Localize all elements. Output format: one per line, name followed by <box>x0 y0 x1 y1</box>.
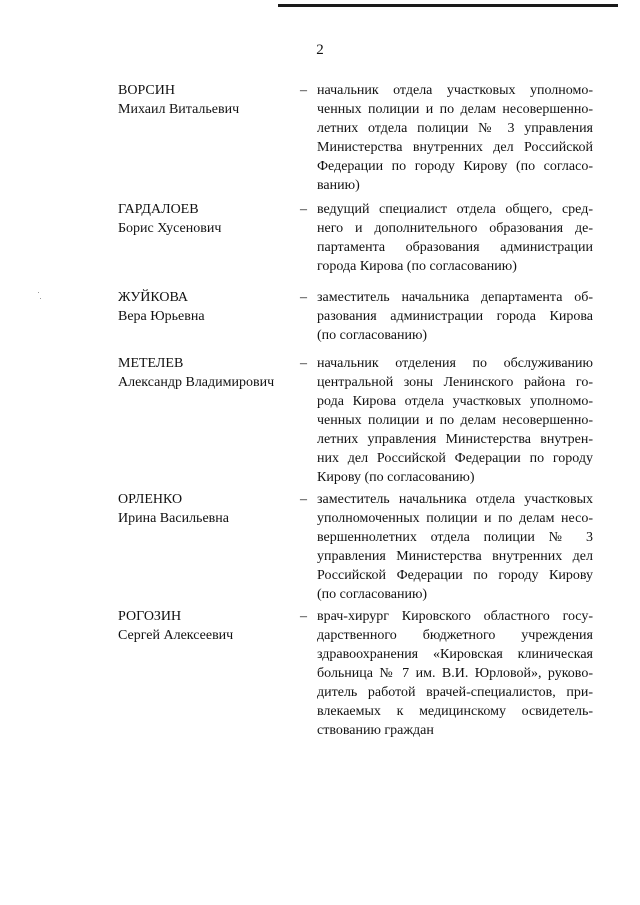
position-line: них дел Российской Федерации по городу <box>317 451 593 466</box>
member-given-names: Ирина Васильевна <box>118 511 229 526</box>
member-position <box>317 354 593 487</box>
member-surname: ЖУЙКОВА <box>118 290 189 305</box>
member-name <box>118 288 298 326</box>
position-line: него и дополнительного образования де- <box>317 221 593 236</box>
member-name <box>118 490 298 528</box>
position-line: влекаемых к медицинскому освидетель- <box>317 704 593 719</box>
scan-speck <box>40 298 41 299</box>
position-line: больница № 7 им. В.И. Юрловой», руково- <box>317 666 593 681</box>
position-line: ченных полиции и по делам несовершенно- <box>317 413 593 428</box>
member-name <box>118 81 298 119</box>
position-line: заместитель начальника департамента об- <box>317 290 593 305</box>
member-position <box>317 81 593 195</box>
dash-separator: – <box>300 609 307 624</box>
scan-speck <box>38 292 39 293</box>
member-surname: РОГОЗИН <box>118 609 182 624</box>
member-position <box>317 288 593 345</box>
position-line: Российской Федерации по городу Кирову <box>317 568 593 583</box>
member-given-names: Вера Юрьевна <box>118 309 205 324</box>
member-position <box>317 200 593 276</box>
position-line: начальник отдела участковых уполномо- <box>317 83 593 98</box>
position-line: вершеннолетних отдела полиции № 3 <box>317 530 593 545</box>
member-given-names: Михаил Витальевич <box>118 102 240 117</box>
top-border-line <box>278 4 618 7</box>
member-name <box>118 607 298 645</box>
member-position <box>317 490 593 604</box>
position-line: (по согласованию) <box>317 587 428 602</box>
member-surname: ГАРДАЛОЕВ <box>118 202 199 217</box>
position-line: Федерации по городу Кирову (по согласо- <box>317 159 593 174</box>
dash-separator: – <box>300 492 307 507</box>
position-line: рода Кирова отдела участковых уполномо- <box>317 394 593 409</box>
dash-separator: – <box>300 290 307 305</box>
position-line: Кирову (по согласованию) <box>317 470 475 485</box>
member-given-names: Сергей Алексеевич <box>118 628 234 643</box>
position-line: (по согласованию) <box>317 328 428 343</box>
position-line: летних управления Министерства внутрен- <box>317 432 593 447</box>
page-number: 2 <box>316 42 324 58</box>
position-line: ванию) <box>317 178 360 193</box>
dash-separator: – <box>300 356 307 371</box>
dash-separator: – <box>300 202 307 217</box>
member-surname: МЕТЕЛЕВ <box>118 356 184 371</box>
member-name <box>118 354 298 392</box>
member-given-names: Борис Хусенович <box>118 221 222 236</box>
member-given-names: Александр Владимирович <box>118 375 275 390</box>
position-line: заместитель начальника отдела участковых <box>317 492 593 507</box>
position-line: уполномоченных полиции и по делам несо- <box>317 511 593 526</box>
position-line: управления Министерства внутренних дел <box>317 549 593 564</box>
position-line: партамента образования администрации <box>317 240 593 255</box>
position-line: начальник отделения по обслуживанию <box>317 356 593 371</box>
member-position <box>317 607 593 740</box>
position-line: Министерства внутренних дел Российской <box>317 140 593 155</box>
position-line: дитель работой врачей-специалистов, при- <box>317 685 593 700</box>
position-line: летних отдела полиции № 3 управления <box>317 121 593 136</box>
member-name <box>118 200 298 238</box>
position-line: ведущий специалист отдела общего, сред- <box>317 202 593 217</box>
position-line: здравоохранения «Кировская клиническая <box>317 647 593 662</box>
position-line: ченных полиции и по делам несовершенно- <box>317 102 593 117</box>
position-line: дарственного бюджетного учреждения <box>317 628 593 643</box>
position-line: разования администрации города Кирова <box>317 309 593 324</box>
member-surname: ВОРСИН <box>118 83 175 98</box>
dash-separator: – <box>300 83 307 98</box>
position-line: центральной зоны Ленинского района го- <box>317 375 593 390</box>
position-line: ствованию граждан <box>317 723 434 738</box>
position-line: города Кирова (по согласованию) <box>317 259 517 274</box>
position-line: врач-хирург Кировского областного госу- <box>317 609 593 624</box>
member-surname: ОРЛЕНКО <box>118 492 183 507</box>
